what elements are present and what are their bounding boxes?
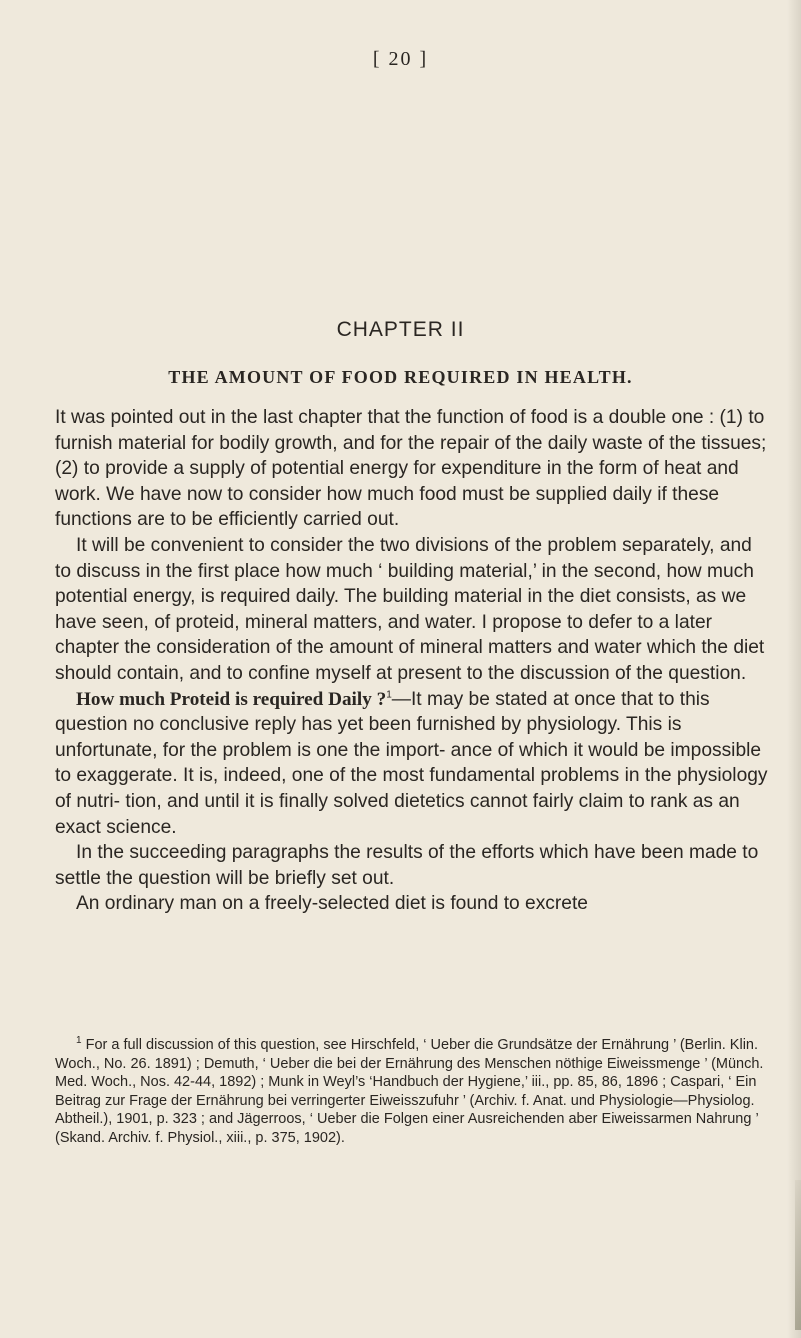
page-edge-shadow bbox=[787, 0, 801, 1338]
paragraph-3 bbox=[55, 687, 769, 841]
paragraph-2: It will be convenient to consider the two divisions of the problem separately, and to discuss in the first place how much ‘ building material,’ in the second, how much potential energy, is required daily. The building material in the diet consists, as we have seen, of proteid, mineral matters, and water. I propose to defer to a later chapter the consideration of the amount of mineral matters and water which the diet should contain, and to confine myself at present to the discussion of the question. bbox=[55, 534, 765, 684]
page-edge-stain bbox=[795, 1180, 801, 1330]
page-number: [ 20 ] bbox=[372, 48, 429, 70]
section-title: THE AMOUNT OF FOOD REQUIRED IN HEALTH. bbox=[168, 367, 633, 387]
footnote-text: For a full discussion of this question, see Hirschfeld, ‘ Ueber die Grundsätze der Ernährung ’ (Berlin. Klin. Woch., No. 26. 1891) ; Demuth, ‘ Ueber die bei der Ernährung des Menschen nöthige Eiweissmenge ’ (Münch. Med. Woch., Nos. 42-44, 1892) ; Munk in Weyl’s ‘Handbuch der Hygiene,’ iii., pp. 85, 86, 1896 ; Caspari, ‘ Ein Beitrag zur Frage der Ernährung bei verringerter Eiweisszufuhr ’ (Archiv. f. Anat. und Physiologie—Physiolog. Abtheil.), 1901, p. 323 ; and Jägerroos, ‘ Ueber die Folgen einer Ausreichenden aber Eiweissarmen Nahrung ’ (Skand. Archiv. f. Physiol., xiii., p. 375, 1902). bbox=[55, 1037, 764, 1146]
paragraph-3-text: —It may be stated at once that to this question no conclusive reply has yet been furnished by physiology. This is unfortunate, for the problem is one the import- ance of which it would be impossible to exaggerate. It is, indeed, one of the most fundamental problems in the physiology of nutri- tion, and until it is finally solved dietetics cannot fairly claim to rank as an exact science. bbox=[55, 688, 768, 838]
paragraph-5: An ordinary man on a freely-selected diet is found to excrete bbox=[76, 893, 588, 915]
body-text bbox=[55, 405, 769, 917]
chapter-title: CHAPTER II bbox=[336, 318, 465, 341]
footnote-reference: 1 bbox=[386, 689, 392, 701]
footnote-1 bbox=[55, 1036, 769, 1148]
paragraph-1: It was pointed out in the last chapter that the function of food is a double one : (1) to furnish material for bodily growth, and for the repair of the daily waste of the tissues; (2) to provide a supply of potential energy for expenditure in the form of heat and work. We have now to consider how much food must be supplied daily if these functions are to be efficiently carried out. bbox=[55, 407, 767, 531]
footnote-marker: 1 bbox=[76, 1035, 82, 1047]
footnotes bbox=[55, 1036, 769, 1148]
paragraph-4: In the succeeding paragraphs the results of the efforts which have been made to settle the question will be briefly set out. bbox=[55, 842, 759, 889]
run-in-heading: How much Proteid is required Daily ? bbox=[76, 688, 387, 710]
